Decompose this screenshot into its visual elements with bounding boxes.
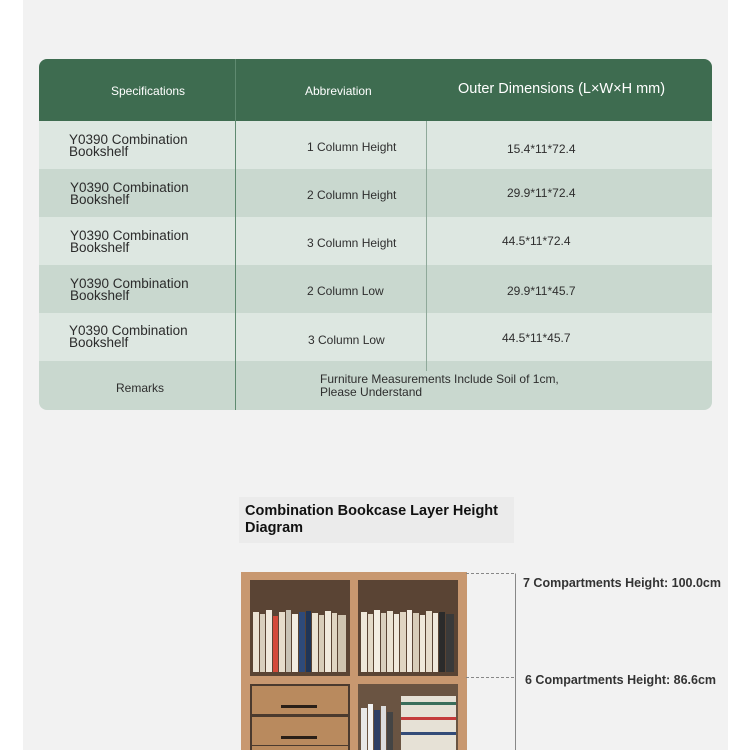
row-dimension: 15.4*11*72.4 xyxy=(507,142,576,156)
height-label-7: 7 Compartments Height: 100.0cm xyxy=(523,576,721,590)
column-divider xyxy=(426,121,427,371)
row-dimension: 44.5*11*45.7 xyxy=(502,331,571,345)
remarks-line1: Furniture Measurements Include Soil of 1cm, xyxy=(320,372,559,386)
row-name-line1: Y0390 Combination xyxy=(69,323,188,338)
header-abbreviation: Abbreviation xyxy=(305,84,372,98)
diagram-title-box xyxy=(239,497,514,543)
drawers xyxy=(252,686,348,750)
row-dimension: 29.9*11*72.4 xyxy=(507,186,576,200)
header-dimensions: Outer Dimensions (L×W×H mm) xyxy=(458,81,666,97)
row-abbreviation: 3 Column Height xyxy=(307,236,397,250)
row-abbreviation: 3 Column Low xyxy=(308,333,385,347)
row-abbreviation: 1 Column Height xyxy=(307,140,397,154)
row-abbreviation: 2 Column Low xyxy=(307,284,384,298)
row-name-line2: Bookshelf xyxy=(69,335,129,350)
table-row xyxy=(39,313,712,361)
row-dimension: 44.5*11*72.4 xyxy=(502,234,571,248)
books-left xyxy=(253,610,346,672)
spec-table xyxy=(39,59,712,410)
row-abbreviation: 2 Column Height xyxy=(307,188,397,202)
row-name-line1: Y0390 Combination xyxy=(70,228,189,243)
row-name-line2: Bookshelf xyxy=(70,288,130,303)
row-name-line1: Y0390 Combination xyxy=(70,180,189,195)
diagram-title xyxy=(245,503,498,537)
bookcase-illustration xyxy=(241,572,467,750)
row-name-line1: Y0390 Combination xyxy=(69,132,188,147)
table-row xyxy=(39,169,712,217)
height-label-6: 6 Compartments Height: 86.6cm xyxy=(525,673,717,687)
books-right xyxy=(361,610,454,672)
table-row xyxy=(39,217,712,265)
row-name-line2: Bookshelf xyxy=(69,144,129,159)
row-dimension: 29.9*11*45.7 xyxy=(507,284,576,298)
remarks-line2: Please Understand xyxy=(320,385,423,399)
table-header xyxy=(39,59,712,121)
remarks-label: Remarks xyxy=(116,381,165,395)
column-divider xyxy=(235,59,236,410)
table-row xyxy=(39,121,712,169)
row-name-line1: Y0390 Combination xyxy=(70,276,189,291)
header-specifications: Specifications xyxy=(111,84,186,98)
diagram-title-line2: Diagram xyxy=(245,520,304,536)
table-row-remarks xyxy=(39,361,712,410)
dimension-guides xyxy=(466,572,518,750)
row-name-line2: Bookshelf xyxy=(70,192,130,207)
table-row xyxy=(39,265,712,313)
row-name-line2: Bookshelf xyxy=(70,240,130,255)
bookcase-image xyxy=(241,572,467,750)
diagram-title-line1: Combination Bookcase Layer Height xyxy=(245,503,498,519)
